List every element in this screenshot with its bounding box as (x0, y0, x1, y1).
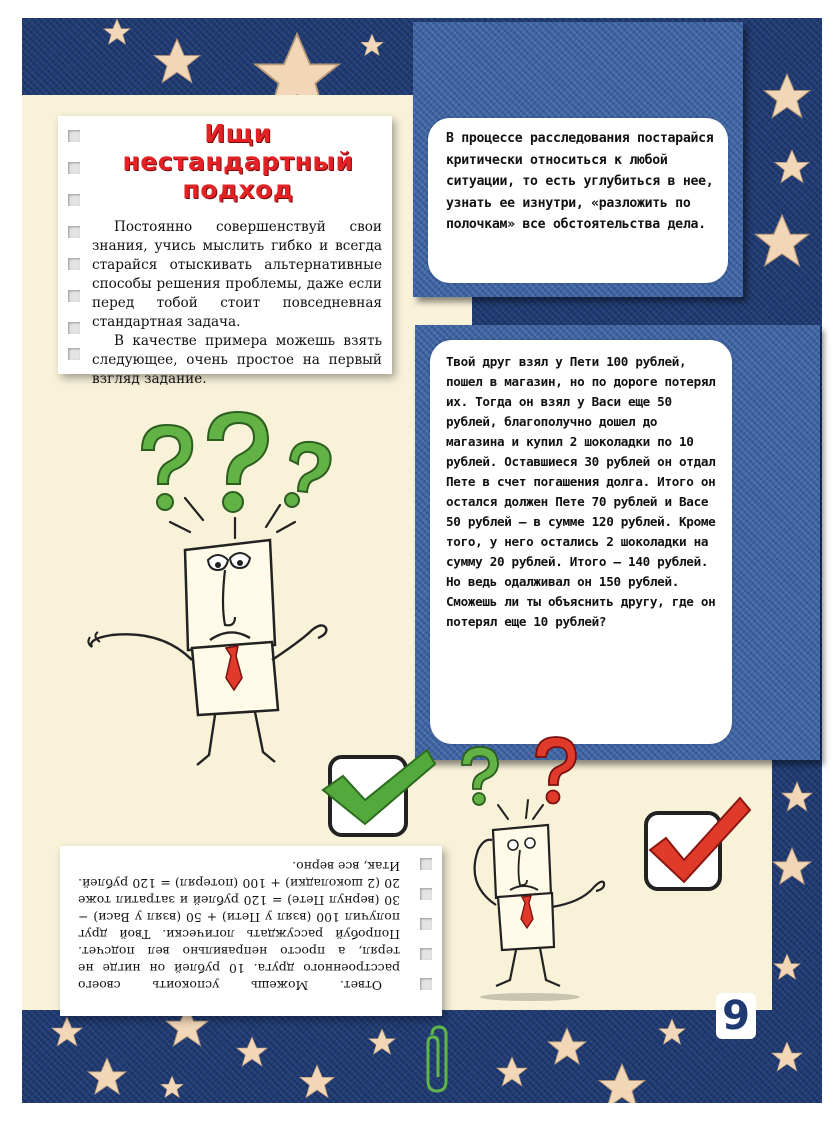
red-check-icon (640, 795, 755, 900)
intro-paragraph-1: Постоянно совершенствуй свои знания, учись мыслить гибко и всегда старайся отыскивать альтернативные способы решения проблемы, даже если перед тобой стоит повседневная стандартная задача. (92, 219, 382, 330)
puzzle-card (430, 340, 732, 744)
section-title (88, 120, 388, 204)
answer-text (78, 858, 400, 994)
intro-note-card (58, 116, 392, 387)
page-number: 9 (716, 993, 756, 1039)
title-line-2: нестандартный (122, 147, 354, 176)
puzzle-text: Твой друг взял у Пети 100 рублей, пошел в магазин, но по дороге потерял их. Тогда он взял у Васи еще 50 рублей, благополучно дошел до магазина и купил 2 шоколадки по 10 рублей. Оставшиеся 30 рублей он отдал Пете в счет погашения долга. Итого он остался должен Пете 70 рублей и Васе 50 рублей — в сумме 120 рублей. Кроме того, у него остались 2 шоколадки на сумму 20 рублей. Итого — 140 рублей. Но ведь одалживал он 150 рублей. Сможешь ли ты объяснить другу, где он потерял еще 10 рублей? (446, 354, 716, 629)
intro-paragraph-2: В качестве примера можешь взять следующее, очень простое на первый взгляд задание. (92, 333, 382, 387)
tip-card (428, 118, 728, 283)
intro-text (92, 218, 382, 389)
answer-note-card (60, 846, 442, 1016)
answer-paragraph: Ответ. Можешь успокоить своего расстроенного друга. 10 рублей он нигде не терял, а просто неправильно вел подсчет. Попробуй рассуждать логически. Твой друг получил 100 (взял у Пети) + 50 (взял у Васи) − 30 (вернул Пете) = 120 рублей и затратил тоже 20 (2 шоколадки) + 100 (потерял) = 120 рублей. Итак, все верно. (78, 859, 400, 993)
tip-text: В процессе расследования постарайся критически относиться к любой ситуации, то есть углубиться в нее, узнать ее изнутри, «разложить по полочкам» все обстоятельства дела. (446, 131, 714, 232)
paperclip-icon (424, 1025, 454, 1095)
confused-man-illustration (448, 735, 638, 1005)
title-line-3: подход (182, 175, 294, 204)
thinking-man-illustration (80, 410, 370, 780)
title-line-1: Ищи (204, 119, 272, 148)
green-check-icon (318, 745, 438, 845)
